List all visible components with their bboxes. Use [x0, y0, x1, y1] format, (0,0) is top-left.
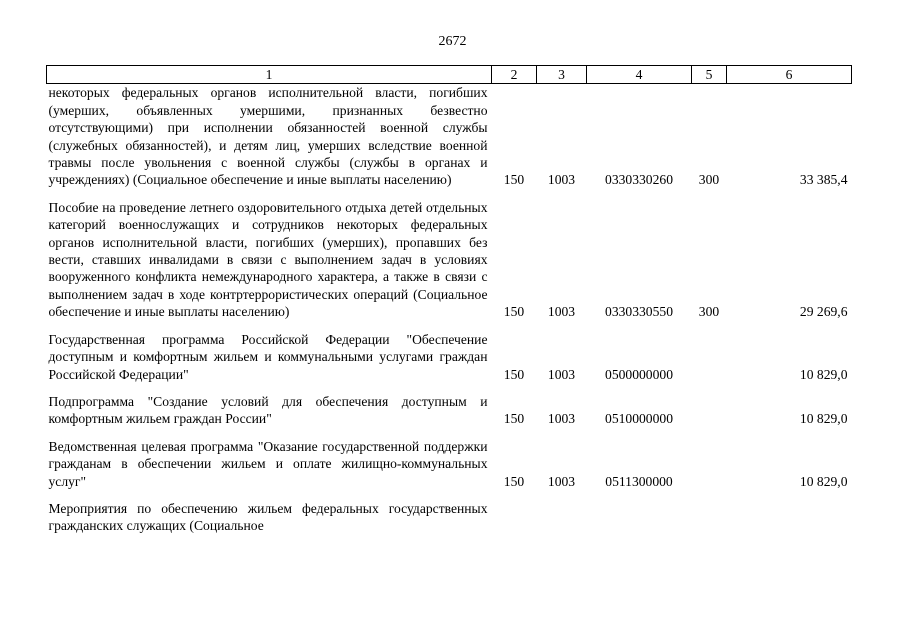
- row-description: Мероприятия по обеспечению жильем федеральных государственных гражданских служащих (Социальное: [48, 500, 488, 534]
- row-description: некоторых федеральных органов исполнительной власти, погибших (умерших, объявленных умершими, признанных безвестно отсутствующими) при исполнении обязанностей военной службы (служебных обязанностей), и детям лиц, умерших вследствие военной травмы после увольнения с военной службы (службы в органах и учреждениях) (Социальное обеспечение и иные выплаты населению): [48, 85, 488, 188]
- row-section-code: [537, 490, 587, 535]
- page-number: 2672: [438, 34, 467, 49]
- row-expense-type: [692, 490, 727, 535]
- row-ministry-code: 150: [503, 411, 525, 427]
- row-ministry-code: 150: [503, 304, 525, 320]
- row-target-article: 0510000000: [605, 411, 673, 427]
- header-col-4: 4: [587, 66, 692, 84]
- row-amount: 29 269,6: [799, 304, 848, 320]
- row-expense-type: 300: [698, 304, 720, 320]
- row-expense-type: [692, 321, 727, 383]
- row-target-article: 0330330550: [605, 304, 673, 320]
- row-expense-type: [692, 383, 727, 428]
- header-col-2: 2: [492, 66, 537, 84]
- table-row: [47, 321, 852, 383]
- header-col-5: 5: [692, 66, 727, 84]
- row-description: Пособие на проведение летнего оздоровительного отдыха детей отдельных категорий военнослужащих и сотрудников некоторых федеральных органов исполнительной власти, погибших (умерших), пропавших без вести, ставших инвалидами в связи с выполнением задач в условиях вооруженного конфликта немеждународного характера, а также в связи с выполнением задач в ходе контртеррористических операций (Социальное обеспечение и иные выплаты населению): [48, 199, 488, 320]
- header-col-3: 3: [537, 66, 587, 84]
- row-section-code: 1003: [547, 172, 576, 188]
- row-ministry-code: 150: [503, 172, 525, 188]
- row-ministry-code: 150: [503, 473, 525, 489]
- row-amount: 10 829,0: [799, 366, 848, 382]
- header-col-6: 6: [727, 66, 852, 84]
- row-description: Государственная программа Российской Федерации "Обеспечение доступным и комфортным жильем и коммунальными услугами граждан Российской Федерации": [48, 331, 488, 382]
- row-section-code: 1003: [547, 304, 576, 320]
- row-description: Ведомственная целевая программа "Оказание государственной поддержки гражданам в обеспечении жильем и оплате жилищно-коммунальных услуг": [48, 438, 488, 489]
- row-amount: 10 829,0: [799, 411, 848, 427]
- row-amount: 10 829,0: [799, 473, 848, 489]
- row-expense-type: 300: [698, 172, 720, 188]
- row-section-code: 1003: [547, 366, 576, 382]
- table-row: [47, 428, 852, 490]
- row-target-article: 0330330260: [605, 172, 673, 188]
- table-row: [47, 383, 852, 428]
- row-description: Подпрограмма "Создание условий для обеспечения доступным и комфортным жильем граждан России": [48, 393, 488, 427]
- row-amount: 33 385,4: [799, 172, 848, 188]
- table-row: [47, 189, 852, 321]
- row-target-article: 0511300000: [605, 473, 673, 489]
- row-section-code: 1003: [547, 473, 576, 489]
- table-row: [47, 84, 852, 189]
- row-ministry-code: [492, 490, 537, 535]
- header-col-1: 1: [47, 66, 492, 84]
- row-amount: [727, 490, 852, 535]
- row-section-code: 1003: [547, 411, 576, 427]
- row-target-article: [587, 490, 692, 535]
- row-ministry-code: 150: [503, 366, 525, 382]
- budget-table: [46, 65, 852, 535]
- row-expense-type: [692, 428, 727, 490]
- row-target-article: 0500000000: [605, 366, 673, 382]
- table-row: [47, 490, 852, 535]
- table-header-row: [47, 66, 852, 84]
